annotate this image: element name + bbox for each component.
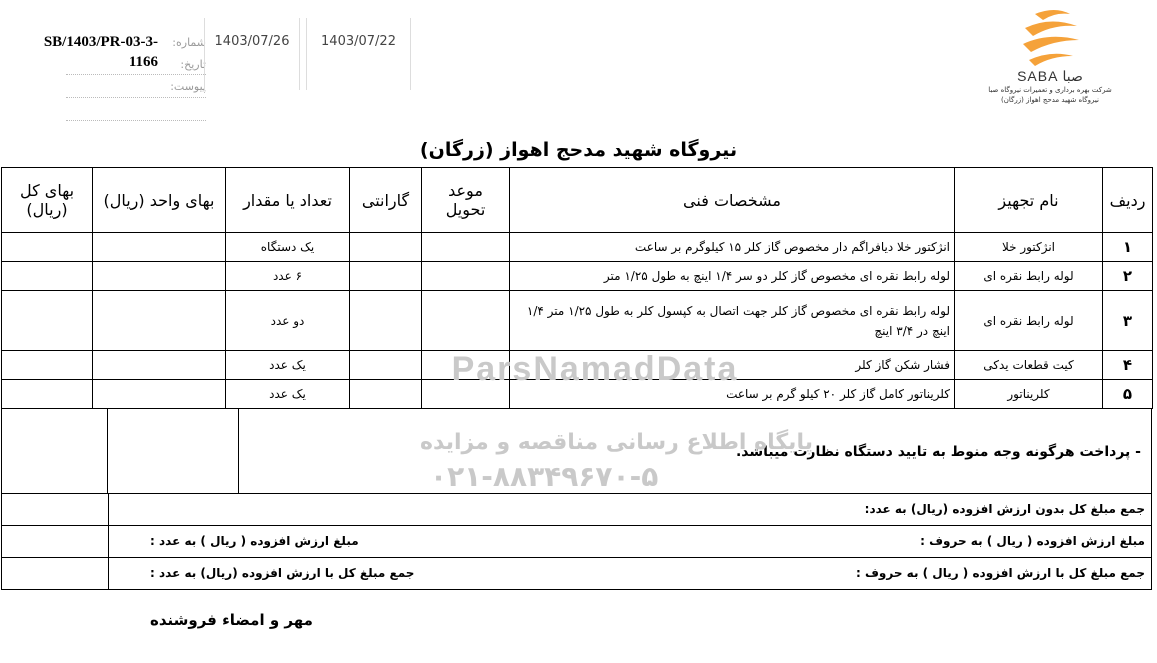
reference-number: SB/1403/PR-03-3-1166 (43, 34, 158, 70)
watermark-brand: ParsNamadData (451, 350, 739, 388)
row-total-price-cell (2, 233, 93, 262)
saba-logo (985, 6, 1115, 126)
header-total-price: بهای کل (ریال) (2, 168, 93, 233)
seller-signature-label: مهر و امضاء فروشنده (150, 611, 313, 629)
row-quantity: ۶ عدد (226, 262, 350, 291)
header-quantity: تعداد یا مقدار (226, 168, 350, 233)
row-index: ۵ (1103, 380, 1153, 409)
header-delivery-date: موعد تحویل (422, 168, 510, 233)
row-total-price-cell (2, 351, 93, 380)
row-quantity: یک عدد (226, 351, 350, 380)
saba-logo-icon (1015, 6, 1085, 68)
row-unit-price-cell (93, 351, 226, 380)
row-unit-price-cell (93, 380, 226, 409)
row-spec: کلریناتور کامل گاز کلر ۲۰ کیلو گرم بر ساعت (510, 380, 955, 409)
vat-number-label: مبلغ ارزش افزوده ( ریال ) به عدد : (150, 534, 359, 548)
totals-box (1, 494, 1152, 590)
header-unit-price: بهای واحد (ریال) (93, 168, 226, 233)
date-box-2: 1403/07/22 (306, 18, 411, 90)
row-quantity: یک عدد (226, 380, 350, 409)
row-equipment-name: لوله رابط نقره ای (955, 291, 1103, 351)
row-equipment-name: لوله رابط نقره ای (955, 262, 1103, 291)
vat-amount-row (2, 526, 1151, 558)
meta-lines (66, 52, 206, 121)
row-warranty-cell (350, 262, 422, 291)
row-warranty-cell (350, 233, 422, 262)
vat-words-label: مبلغ ارزش افزوده ( ریال ) به حروف : (920, 534, 1145, 548)
total-without-vat-row (2, 494, 1151, 526)
row-spec: لوله رابط نقره ای مخصوص گاز کلر دو سر ۱/۴ اینچ به طول ۱/۲۵ متر (510, 262, 955, 291)
logo-company-line: شرکت بهره برداری و تعمیرات نیروگاه صبا (988, 86, 1112, 94)
row-spec: فشار شکن گاز کلر (510, 351, 955, 380)
row-index: ۲ (1103, 262, 1153, 291)
date-box-1: 1403/07/26 (204, 18, 300, 90)
logo-plant-line: نیروگاه شهید مدحج اهواز (زرگان) (1001, 96, 1099, 104)
row-total-price-cell (2, 291, 93, 351)
row-unit-price-cell (93, 233, 226, 262)
row-quantity: دو عدد (226, 291, 350, 351)
row-delivery-cell (422, 233, 510, 262)
row-unit-price-cell (93, 291, 226, 351)
table-header-row (2, 168, 1153, 233)
row-equipment-name: کیت قطعات یدکی (955, 351, 1103, 380)
row-index: ۳ (1103, 291, 1153, 351)
row-unit-price-cell (93, 262, 226, 291)
watermark-line: پایگاه اطلاع رسانی مناقصه و مزایده (420, 430, 813, 455)
attachment-label: پیوست: (170, 80, 206, 93)
row-quantity: یک دستگاه (226, 233, 350, 262)
table-row (2, 262, 1153, 291)
table-row (2, 291, 1153, 351)
header-equipment-name: نام تجهیز (955, 168, 1103, 233)
payment-note: - پرداخت هرگونه وجه منوط به تایید دستگاه نظارت میباشد. (735, 444, 1141, 460)
row-equipment-name: کلریناتور (955, 380, 1103, 409)
total-with-vat-row (2, 558, 1151, 589)
row-delivery-cell (422, 291, 510, 351)
total-with-vat-number-label: جمع مبلغ کل با ارزش افزوده (ریال) به عدد : (150, 566, 415, 580)
row-total-price-cell (2, 262, 93, 291)
total-without-vat-label: جمع مبلغ کل بدون ارزش افزوده (ریال) به عدد: (864, 502, 1145, 516)
row-delivery-cell (422, 262, 510, 291)
row-spec: لوله رابط نقره ای مخصوص گاز کلر جهت اتصال به کپسول کلر به طول ۱/۲۵ متر ۱/۴ اینچ در ۳/۴ اینچ (510, 291, 955, 351)
row-index: ۴ (1103, 351, 1153, 380)
watermark-phone: ۰۲۱-۸۸۳۴۹۶۷۰-۵ (430, 460, 659, 493)
number-label: شماره: (172, 36, 206, 49)
row-index: ۱ (1103, 233, 1153, 262)
header-row-number: ردیف (1103, 168, 1153, 233)
row-total-price-cell (2, 380, 93, 409)
table-row (2, 233, 1153, 262)
logo-wordmark: SABA صبا (1017, 68, 1083, 84)
page-title: نیروگاه شهید مدحج اهواز (زرگان) (419, 139, 738, 161)
header-technical-specs: مشخصات فنی (510, 168, 955, 233)
total-with-vat-words-label: جمع مبلغ کل با ارزش افزوده ( ریال ) به حروف : (856, 566, 1145, 580)
header-warranty: گارانتی (350, 168, 422, 233)
document-meta (6, 18, 411, 98)
row-warranty-cell (350, 291, 422, 351)
row-spec: انژکتور خلا دیافراگم دار مخصوص گاز کلر ۱۵ کیلوگرم بر ساعت (510, 233, 955, 262)
date-label: تاریخ: (180, 58, 206, 71)
row-equipment-name: انژکتور خلا (955, 233, 1103, 262)
